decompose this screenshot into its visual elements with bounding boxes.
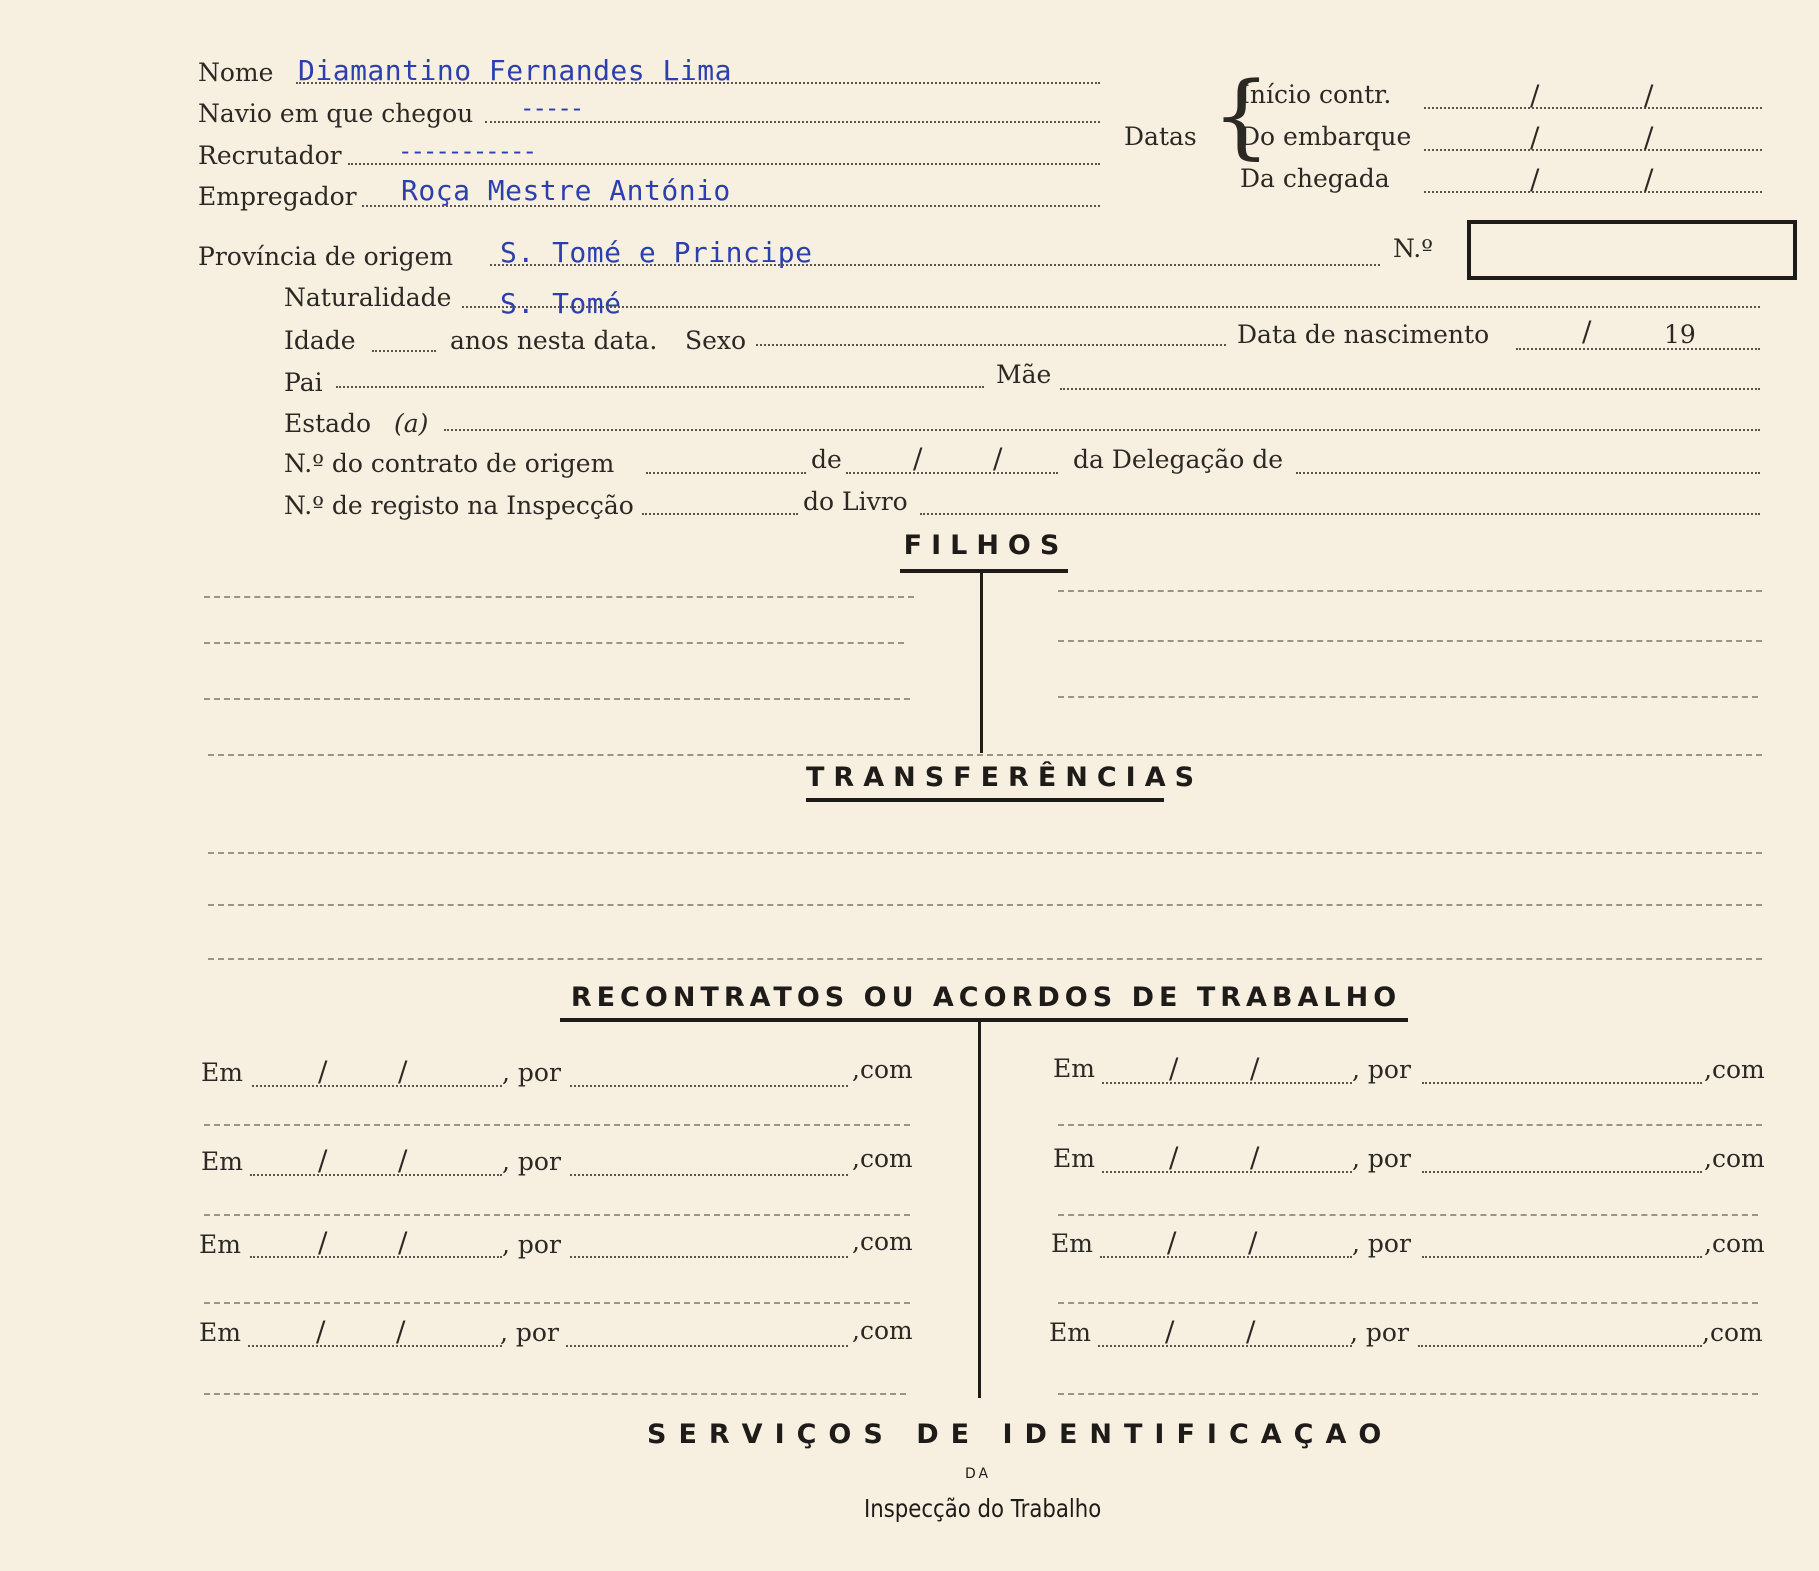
footer-da: DA (965, 1466, 992, 1482)
naturalidade-value: S. Tomé (500, 287, 622, 320)
provincia-value: S. Tomé e Principe (500, 236, 813, 269)
com-label: ,com (852, 1227, 913, 1256)
numero-box (1467, 220, 1797, 280)
com-label: ,com (1704, 1144, 1765, 1173)
filho-line (1058, 696, 1758, 698)
em-slash-2: / (1248, 1226, 1258, 1259)
contrato-slash-2: / (993, 442, 1003, 475)
recontrato-line (204, 1124, 910, 1126)
filho-line (1058, 640, 1762, 642)
em-date-line (1100, 1256, 1352, 1258)
chegada-slash-1: / (1530, 163, 1540, 196)
idade-label: Idade (284, 326, 356, 355)
filho-line (1058, 590, 1762, 592)
provincia-label: Província de origem (198, 242, 454, 271)
por-line (1422, 1171, 1702, 1173)
chegada-label: Da chegada (1240, 164, 1390, 193)
chegada-slash-2: / (1644, 163, 1654, 196)
em-date-line (250, 1256, 502, 1258)
datas-label: Datas (1124, 122, 1197, 151)
filho-line (208, 754, 1762, 756)
com-label: ,com (1702, 1318, 1763, 1347)
estado-label: Estado (284, 409, 372, 438)
transferencia-line (208, 904, 1762, 906)
em-slash-2: / (398, 1226, 408, 1259)
footer-inspeccao: Inspecção do Trabalho (864, 1494, 1102, 1523)
inicio-label: Início contr. (1240, 80, 1392, 109)
em-slash-2: / (398, 1144, 408, 1177)
em-slash-1: / (316, 1315, 326, 1348)
por-line (570, 1085, 848, 1087)
delegacao-line (1296, 472, 1760, 474)
por-line (1418, 1345, 1702, 1347)
filho-line (204, 698, 910, 700)
em-date-line (252, 1085, 502, 1087)
recontrato-line (1058, 1214, 1758, 1216)
navio-line (485, 121, 1100, 123)
em-date-line (1102, 1082, 1352, 1084)
em-slash-2: / (1250, 1141, 1260, 1174)
filhos-heading: FILHOS (903, 530, 1069, 561)
pai-label: Pai (284, 368, 323, 397)
por-line (1422, 1082, 1702, 1084)
embarque-label: Do embarque (1240, 122, 1412, 151)
com-label: ,com (1704, 1055, 1765, 1084)
recontratos-divider (978, 1020, 981, 1398)
por-line (570, 1256, 848, 1258)
por-label: , por (1352, 1055, 1411, 1084)
transferencias-heading: TRANSFERÊNCIAS (806, 762, 1204, 793)
recontratos-heading: RECONTRATOS OU ACORDOS DE TRABALHO (570, 982, 1402, 1013)
em-slash-2: / (1246, 1315, 1256, 1348)
contrato-label: N.º do contrato de origem (284, 449, 615, 478)
nascimento-year: 19 (1664, 320, 1696, 349)
recontrato-line (204, 1302, 910, 1304)
recontrato-line (1058, 1393, 1758, 1395)
recontrato-line (204, 1393, 906, 1395)
inicio-slash-2: / (1644, 79, 1654, 112)
transferencias-underline (806, 798, 1164, 802)
pai-line (336, 386, 984, 388)
por-line (1422, 1256, 1702, 1258)
em-label: Em (199, 1230, 241, 1259)
transferencia-line (208, 852, 1762, 854)
em-label: Em (1051, 1229, 1093, 1258)
em-slash-2: / (398, 1055, 408, 1088)
em-slash-1: / (1169, 1052, 1179, 1085)
livro-line (920, 513, 1760, 515)
em-label: Em (1049, 1318, 1091, 1347)
nascimento-label: Data de nascimento (1237, 320, 1490, 349)
filhos-divider (980, 573, 983, 753)
provincia-line (490, 264, 1380, 266)
por-line (570, 1174, 848, 1176)
por-label: , por (502, 1058, 561, 1087)
por-label: , por (1352, 1144, 1411, 1173)
contrato-line (646, 472, 806, 474)
em-label: Em (1053, 1054, 1095, 1083)
chegada-line (1424, 191, 1762, 193)
com-label: ,com (852, 1316, 913, 1345)
contrato-de-label: de (811, 445, 842, 474)
com-label: ,com (852, 1144, 913, 1173)
em-slash-1: / (1165, 1315, 1175, 1348)
idade-line (372, 350, 436, 352)
em-date-line (250, 1174, 502, 1176)
sexo-label: Sexo (685, 326, 747, 355)
com-label: ,com (852, 1055, 913, 1084)
em-label: Em (201, 1058, 243, 1087)
nome-value: Diamantino Fernandes Lima (298, 54, 732, 87)
recontrato-line (1058, 1302, 1758, 1304)
datas-brace-icon: { (1212, 62, 1271, 169)
recontrato-line (204, 1214, 910, 1216)
por-label: , por (502, 1230, 561, 1259)
delegacao-label: da Delegação de (1073, 445, 1284, 474)
em-label: Em (1053, 1144, 1095, 1173)
por-label: , por (502, 1147, 561, 1176)
em-slash-1: / (318, 1055, 328, 1088)
numero-label: N.º (1393, 234, 1433, 263)
livro-label: do Livro (803, 487, 908, 516)
recrutador-value: ----------- (398, 137, 535, 165)
embarque-line (1424, 149, 1762, 151)
nome-label: Nome (198, 58, 274, 87)
naturalidade-label: Naturalidade (284, 283, 452, 312)
inicio-slash-1: / (1530, 79, 1540, 112)
filhos-underline (900, 569, 1068, 573)
recontrato-line (1058, 1124, 1762, 1126)
mae-label: Mãe (996, 360, 1052, 389)
naturalidade-line (462, 306, 1760, 308)
empregador-line (362, 205, 1100, 207)
em-slash-1: / (318, 1226, 328, 1259)
nascimento-line (1516, 348, 1760, 350)
em-date-line (1098, 1345, 1352, 1347)
estado-line (444, 429, 1760, 431)
sexo-line (756, 344, 1226, 346)
por-label: , por (1350, 1318, 1409, 1347)
nome-line (296, 82, 1100, 84)
mae-line (1060, 388, 1760, 390)
em-slash-2: / (396, 1315, 406, 1348)
por-label: , por (1352, 1229, 1411, 1258)
em-slash-2: / (1250, 1052, 1260, 1085)
filho-line (204, 596, 914, 598)
registo-label: N.º de registo na Inspecção (284, 491, 634, 520)
com-label: ,com (1704, 1229, 1765, 1258)
em-slash-1: / (1167, 1226, 1177, 1259)
footer-title: SERVIÇOS DE IDENTIFICAÇAO (647, 1419, 1394, 1450)
por-label: , por (500, 1318, 559, 1347)
embarque-slash-2: / (1644, 121, 1654, 154)
transferencia-line (208, 958, 1762, 960)
inicio-line (1424, 107, 1762, 109)
embarque-slash-1: / (1530, 121, 1540, 154)
empregador-label: Empregador (198, 182, 357, 211)
em-date-line (248, 1345, 502, 1347)
em-slash-1: / (1169, 1141, 1179, 1174)
navio-label: Navio em que chegou (198, 99, 474, 128)
empregador-value: Roça Mestre António (401, 174, 731, 207)
em-slash-1: / (318, 1144, 328, 1177)
em-label: Em (201, 1147, 243, 1176)
em-label: Em (199, 1318, 241, 1347)
contrato-slash-1: / (913, 442, 923, 475)
nascimento-slash: / (1582, 315, 1592, 348)
anos-label: anos nesta data. (450, 326, 658, 355)
recontratos-underline (560, 1018, 1408, 1022)
por-line (566, 1345, 848, 1347)
navio-value: ----- (520, 94, 583, 122)
registo-line (642, 513, 798, 515)
recrutador-line (348, 163, 1100, 165)
estado-note: (a) (394, 409, 429, 438)
filho-line (204, 642, 904, 644)
contrato-date-line (846, 472, 1058, 474)
em-date-line (1102, 1171, 1352, 1173)
recrutador-label: Recrutador (198, 141, 342, 170)
